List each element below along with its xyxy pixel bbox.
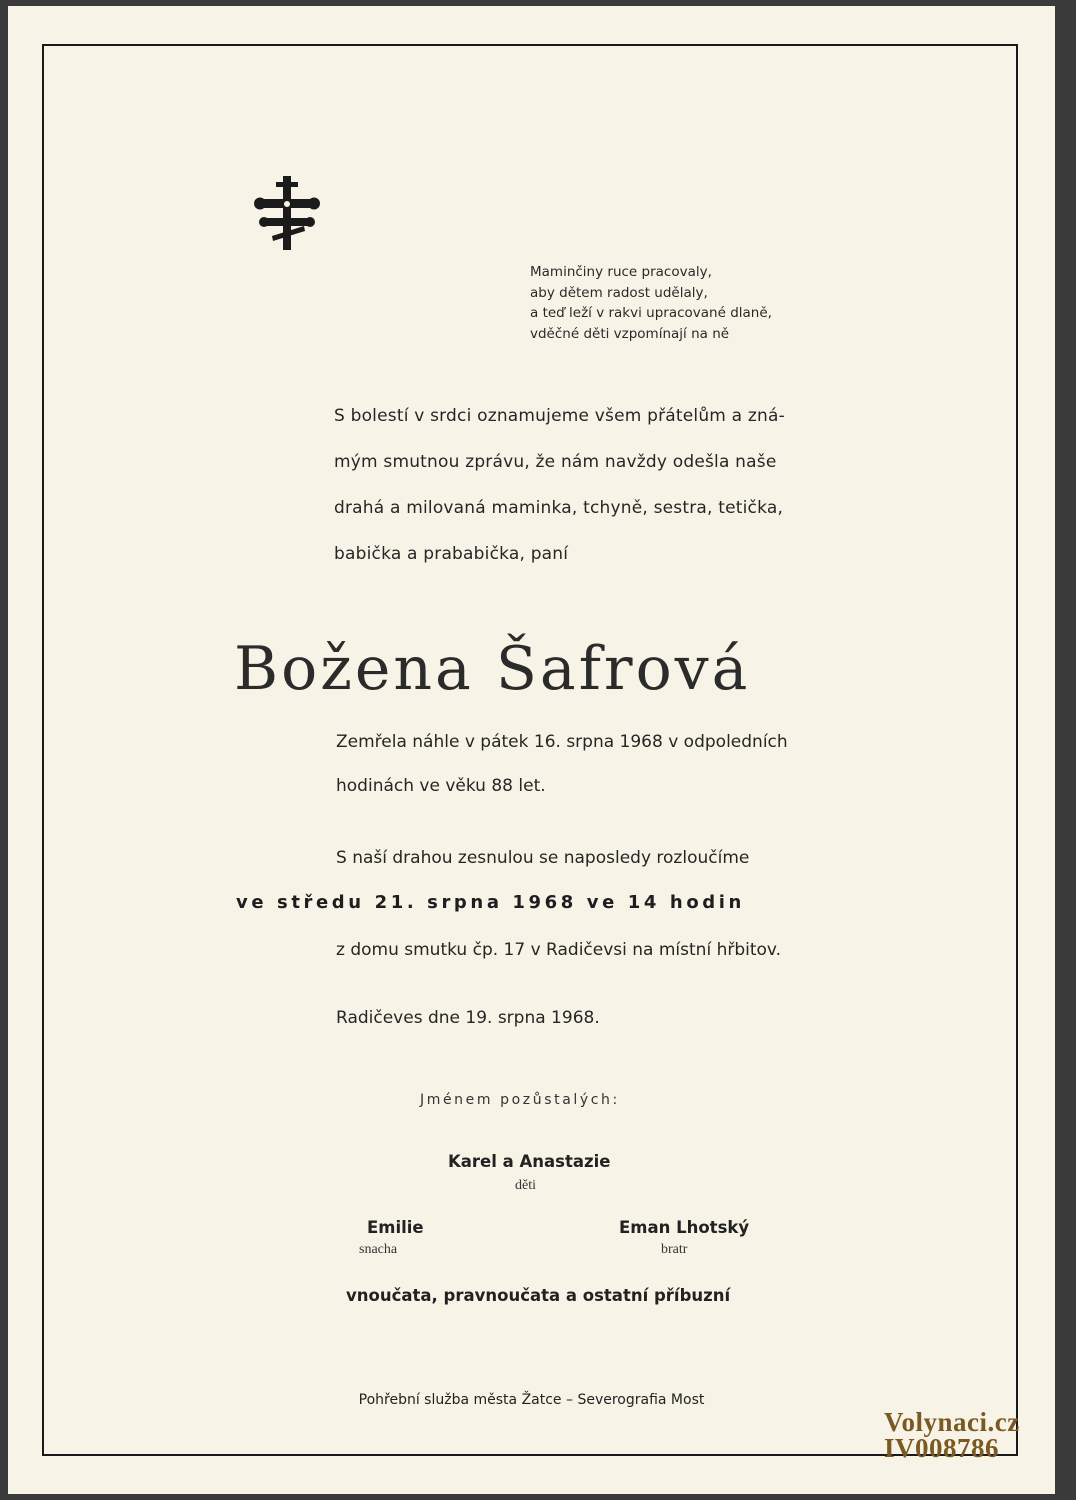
announcement-line: S bolestí v srdci oznamujeme všem přátelům a zná- <box>334 406 785 426</box>
printer-credit: Pohřební služba města Žatce – Severografia Most <box>358 1392 705 1408</box>
daughter-in-law-name: Emilie <box>367 1218 424 1237</box>
obituary-sheet <box>8 6 1055 1494</box>
announcement-line: drahá a milovaná maminka, tchyně, sestra, tetička, <box>334 498 784 518</box>
announcement-line: babička a prababička, paní <box>334 544 569 564</box>
verse-line: aby dětem radost udělaly, <box>530 284 708 301</box>
announcement-line: mým smutnou zprávu, že nám navždy odešla naše <box>334 452 777 472</box>
children-role: děti <box>515 1178 536 1193</box>
death-info-line: hodinách ve věku 88 let. <box>336 776 546 796</box>
on-behalf-heading: Jménem pozůstalých: <box>420 1092 620 1108</box>
death-info-line: Zemřela náhle v pátek 16. srpna 1968 v odpoledních <box>336 732 788 752</box>
brother-role: bratr <box>661 1242 688 1257</box>
verse-line: a teď leží v rakvi upracované dlaně, <box>530 305 772 321</box>
dated-line: Radičeves dne 19. srpna 1968. <box>336 1008 600 1028</box>
farewell-place: z domu smutku čp. 17 v Radičevsi na místní hřbitov. <box>336 940 782 960</box>
watermark-id: IV008786 <box>884 1433 1000 1463</box>
orthodox-cross-icon <box>248 174 328 254</box>
other-relatives: vnoučata, pravnoučata a ostatní příbuzní <box>346 1286 731 1305</box>
farewell-time: ve středu 21. srpna 1968 ve 14 hodin <box>236 892 745 913</box>
children-names: Karel a Anastazie <box>448 1152 611 1171</box>
verse-line: Maminčiny ruce pracovaly, <box>530 264 712 280</box>
daughter-in-law-role: snacha <box>359 1242 398 1257</box>
verse-line: vděčné děti vzpomínají na ně <box>530 325 730 342</box>
memorial-verse <box>530 262 772 344</box>
deceased-name: Božena Šafrová <box>234 634 751 704</box>
brother-name: Eman Lhotský <box>619 1218 750 1237</box>
farewell-intro: S naší drahou zesnulou se naposledy rozloučíme <box>336 848 750 868</box>
watermark-site: Volynaci.cz <box>884 1407 1020 1437</box>
